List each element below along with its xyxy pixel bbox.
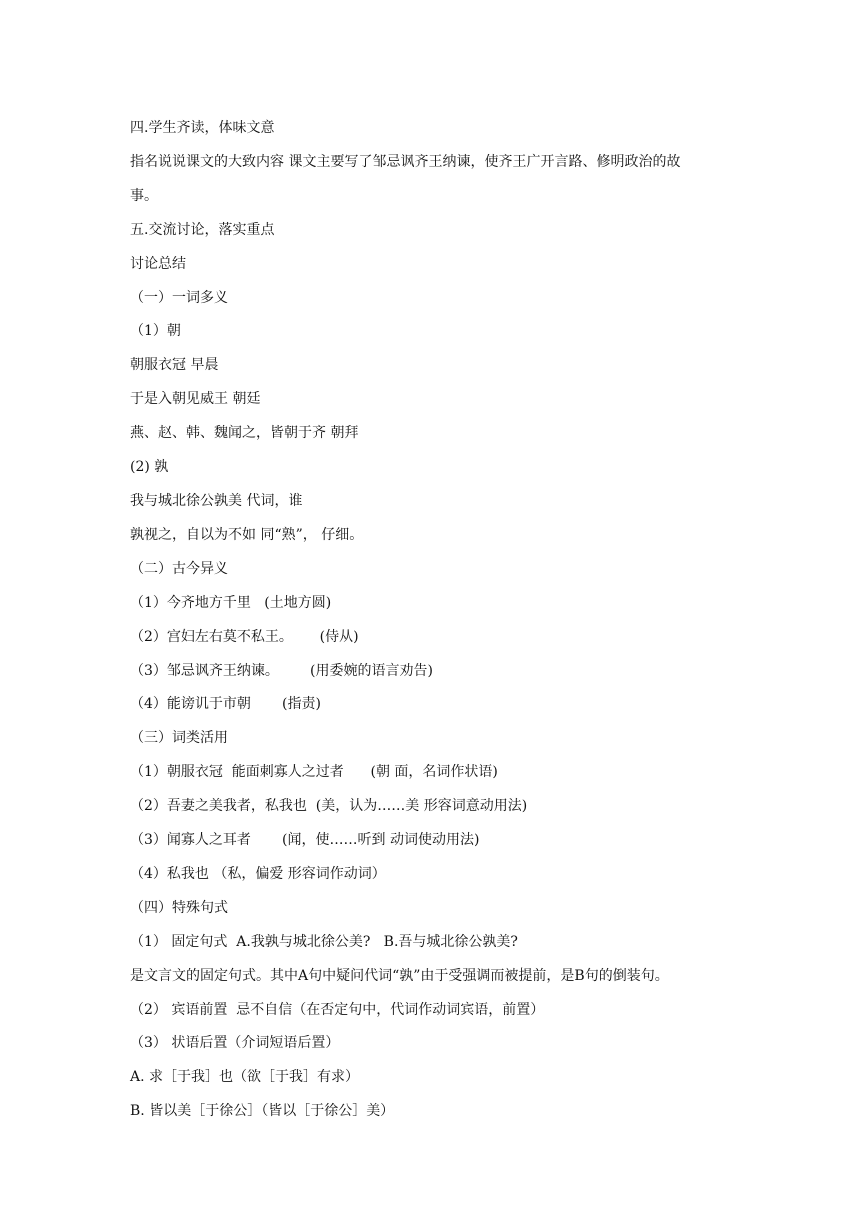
list-item: （3） 状语后置（介词短语后置）: [130, 1035, 340, 1052]
list-item: （2）宫妇左右莫不私王。 (侍从): [130, 628, 359, 645]
list-item: 于是入朝见威王 朝廷: [130, 391, 261, 408]
list-item: 燕、赵、韩、魏闻之，皆朝于齐 朝拜: [130, 425, 359, 442]
list-item: （4）私我也 （私，偏爱 形容词作动词）: [130, 865, 386, 882]
list-item: 我与城北徐公孰美 代词，谁: [130, 492, 303, 509]
list-item: 孰视之，自以为不如 同“熟”， 仔细。: [130, 526, 364, 543]
subsection-heading: （四）特殊句式: [130, 899, 228, 916]
list-item: (2) 孰: [130, 459, 169, 476]
paragraph: 指名说说课文的大致内容 课文主要写了邹忌讽齐王纳谏，使齐王广开言路、修明政治的故: [130, 153, 681, 170]
list-item: 朝服衣冠 早晨: [130, 357, 219, 374]
list-item: （3）闻寡人之耳者 (闻，使……听到 动词使动用法): [130, 832, 480, 849]
list-item: A. 求［于我］也（欲［于我］有求）: [130, 1069, 360, 1086]
list-item: （4）能谤讥于市朝 (指责): [130, 696, 321, 713]
paragraph: 是文言文的固定句式。其中A句中疑问代词“孰”由于受强调而被提前，是B句的倒装句。: [130, 967, 669, 984]
list-item: （1）朝服衣冠 能面刺寡人之过者 (朝 面，名词作状语): [130, 764, 498, 781]
list-item: （1）今齐地方千里 (土地方圆): [130, 594, 332, 611]
list-item: （1） 固定句式 A.我孰与城北徐公美? B.吾与城北徐公孰美?: [130, 933, 518, 950]
list-item: B. 皆以美［于徐公］（皆以［于徐公］美）: [130, 1103, 395, 1120]
paragraph: 事。: [130, 187, 158, 204]
section-heading-five: 五.交流讨论，落实重点: [130, 221, 275, 238]
list-item: （2）吾妻之美我者，私我也 (美，认为……美 形容词意动用法): [130, 798, 528, 815]
section-heading-four: 四.学生齐读，体味文意: [130, 120, 275, 136]
list-item: （3）邹忌讽齐王纳谏。 (用委婉的语言劝告): [130, 662, 433, 679]
subsection-heading: （二）古今异义: [130, 560, 228, 577]
document-body: [130, 112, 750, 1129]
subsection-heading: （三）词类活用: [130, 730, 228, 747]
list-item: （2） 宾语前置 忌不自信（在否定句中，代词作动词宾语，前置）: [130, 1001, 545, 1018]
subsection-heading: （一）一词多义: [130, 289, 228, 306]
paragraph: 讨论总结: [130, 255, 186, 272]
list-item: （1）朝: [130, 323, 181, 340]
